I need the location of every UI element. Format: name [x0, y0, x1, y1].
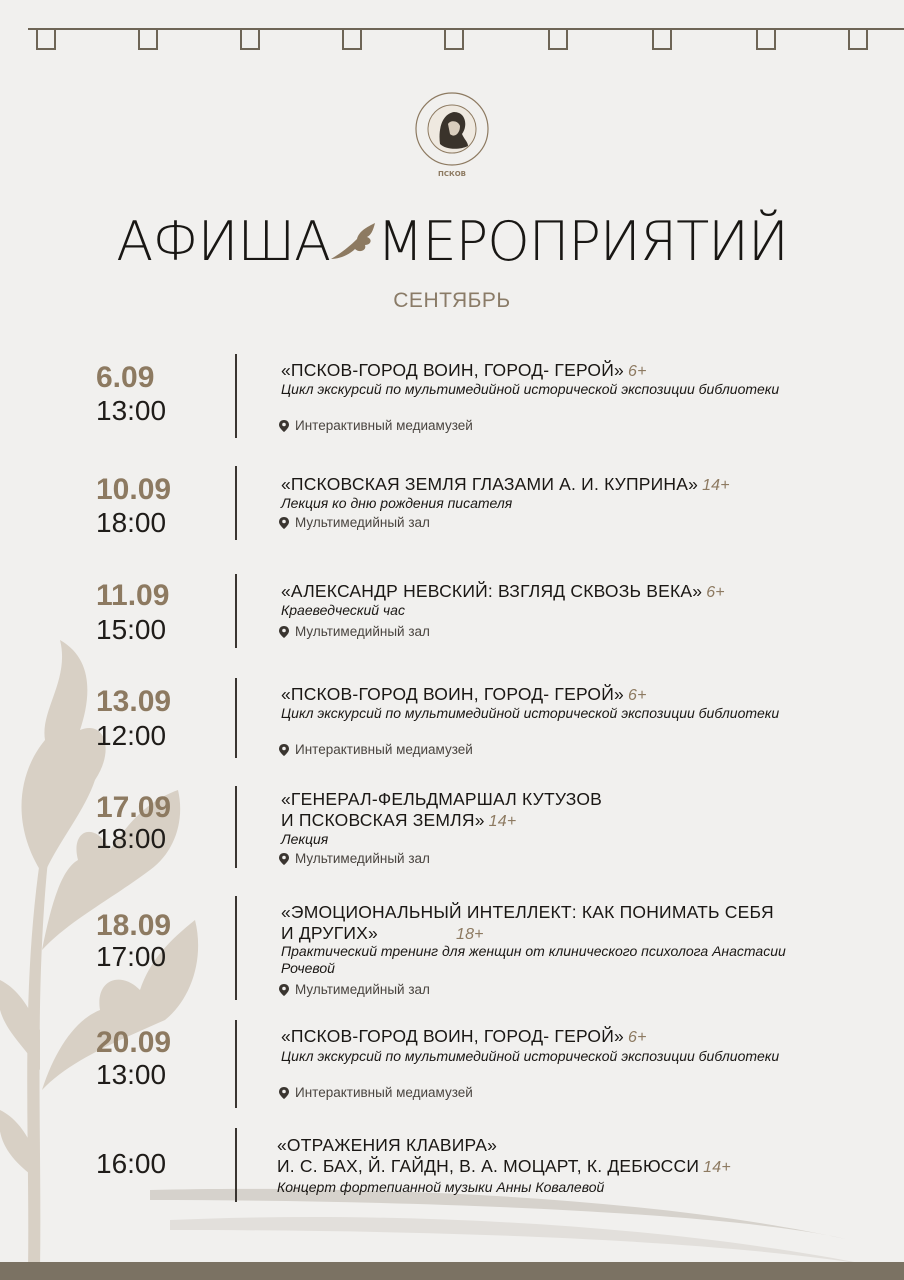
- event-date: 6.09: [96, 361, 155, 394]
- divider-line: [235, 786, 237, 868]
- location-pin-icon: [279, 517, 289, 529]
- event-title: [281, 1026, 841, 1048]
- event-date: 13.09: [96, 685, 172, 718]
- age-rating: 14+: [488, 813, 517, 830]
- event-date: 18.09: [96, 909, 172, 942]
- event-date: 20.09: [96, 1026, 172, 1059]
- divider-line: [235, 354, 237, 438]
- event-title-text: «ПСКОВ-ГОРОД ВОИН, ГОРОД- ГЕРОЙ»: [281, 1026, 624, 1046]
- divider-line: [235, 896, 237, 1000]
- event-date: 10.09: [96, 473, 172, 506]
- location-pin-icon: [279, 853, 289, 865]
- event-title: [281, 684, 841, 706]
- location-pin-icon: [279, 420, 289, 432]
- month-label: СЕНТЯБРЬ: [393, 289, 511, 312]
- location-label: Мультимедийный зал: [295, 515, 430, 530]
- event-location: [279, 624, 679, 640]
- event-title-line: «ЭМОЦИОНАЛЬНЫЙ ИНТЕЛЛЕКТ: КАК ПОНИМАТЬ СЕБЯ: [281, 902, 774, 922]
- event-title: [281, 474, 841, 496]
- event-time: 12:00: [96, 720, 167, 751]
- event-location: [279, 982, 679, 998]
- age-rating: 6+: [627, 363, 647, 380]
- title-left-word: АФИША: [116, 210, 331, 273]
- event-title-line: И ПСКОВСКАЯ ЗЕМЛЯ»: [281, 810, 485, 830]
- event-title: [281, 789, 841, 832]
- event-title-line: И. С. БАХ, Й. ГАЙДН, В. А. МОЦАРТ, К. ДЕБЮССИ: [277, 1156, 700, 1176]
- event-title: [277, 1135, 837, 1178]
- event-description: Цикл экскурсий по мультимедийной исторической экспозиции библиотеки: [281, 705, 780, 721]
- event-title-line: «ОТРАЖЕНИЯ КЛАВИРА»: [277, 1135, 498, 1155]
- event-time: 13:00: [96, 1059, 167, 1090]
- event-title: [281, 902, 841, 945]
- event-time: 15:00: [96, 614, 167, 645]
- location-pin-icon: [279, 744, 289, 756]
- event-title-text: «АЛЕКСАНДР НЕВСКИЙ: ВЗГЛЯД СКВОЗЬ ВЕКА»: [281, 581, 703, 601]
- event-time: 18:00: [96, 507, 167, 538]
- event-date: 11.09: [96, 579, 170, 612]
- event-location: [279, 851, 679, 867]
- event-title-text: «ПСКОВ-ГОРОД ВОИН, ГОРОД- ГЕРОЙ»: [281, 360, 624, 380]
- svg-text:ПСКОВ: ПСКОВ: [437, 170, 467, 178]
- event-location: [279, 418, 679, 434]
- event-time: 17:00: [96, 941, 167, 972]
- age-rating: 6+: [627, 687, 647, 704]
- location-label: Мультимедийный зал: [295, 624, 430, 639]
- location-label: Интерактивный медиамузей: [295, 1085, 473, 1100]
- event-time: 13:00: [96, 395, 167, 426]
- title-right-word: МЕРОПРИЯТИЙ: [376, 210, 788, 273]
- event-title-text: «ПСКОВ-ГОРОД ВОИН, ГОРОД- ГЕРОЙ»: [281, 684, 624, 704]
- event-date: 17.09: [96, 791, 172, 824]
- location-pin-icon: [279, 1087, 289, 1099]
- event-title: [281, 581, 841, 603]
- location-label: Интерактивный медиамузей: [295, 418, 473, 433]
- divider-line: [235, 678, 237, 758]
- event-description: Краеведческий час: [281, 602, 405, 618]
- location-label: Интерактивный медиамузей: [295, 742, 473, 757]
- event-time: 16:00: [96, 1148, 167, 1179]
- event-description: Цикл экскурсий по мультимедийной исторической экспозиции библиотеки: [281, 381, 780, 397]
- divider-line: [235, 466, 237, 540]
- event-description: Лекция ко дню рождения писателя: [281, 495, 513, 511]
- bottom-border-bar: [0, 1262, 904, 1280]
- event-time: 18:00: [96, 823, 167, 854]
- location-label: Мультимедийный зал: [295, 982, 430, 997]
- event-location: [279, 742, 679, 758]
- age-rating: 6+: [706, 584, 725, 601]
- divider-line: [235, 574, 237, 648]
- location-pin-icon: [279, 984, 289, 996]
- event-location: [279, 515, 679, 531]
- age-rating: 14+: [702, 477, 730, 494]
- divider-line: [235, 1128, 237, 1202]
- age-rating: 6+: [627, 1029, 647, 1046]
- event-description: Лекция: [281, 831, 329, 847]
- age-rating: 18+: [455, 926, 484, 943]
- event-description: Концерт фортепианной музыки Анны Ковалевой: [277, 1179, 605, 1195]
- age-rating: 14+: [703, 1159, 731, 1176]
- event-description: Практический тренинг для женщин от клинического психолога Анастасии Рочевой: [281, 943, 786, 976]
- event-title-line: «ГЕНЕРАЛ-ФЕЛЬДМАРШАЛ КУТУЗОВ: [281, 789, 603, 809]
- event-title-text: «ПСКОВСКАЯ ЗЕМЛЯ ГЛАЗАМИ А. И. КУПРИНА»: [281, 474, 699, 494]
- event-title-line: И ДРУГИХ»: [281, 923, 378, 943]
- divider-line: [235, 1020, 237, 1108]
- location-label: Мультимедийный зал: [295, 851, 430, 866]
- event-title: [281, 360, 841, 382]
- location-pin-icon: [279, 626, 289, 638]
- event-description: Цикл экскурсий по мультимедийной исторической экспозиции библиотеки: [281, 1048, 780, 1064]
- event-location: [279, 1085, 679, 1101]
